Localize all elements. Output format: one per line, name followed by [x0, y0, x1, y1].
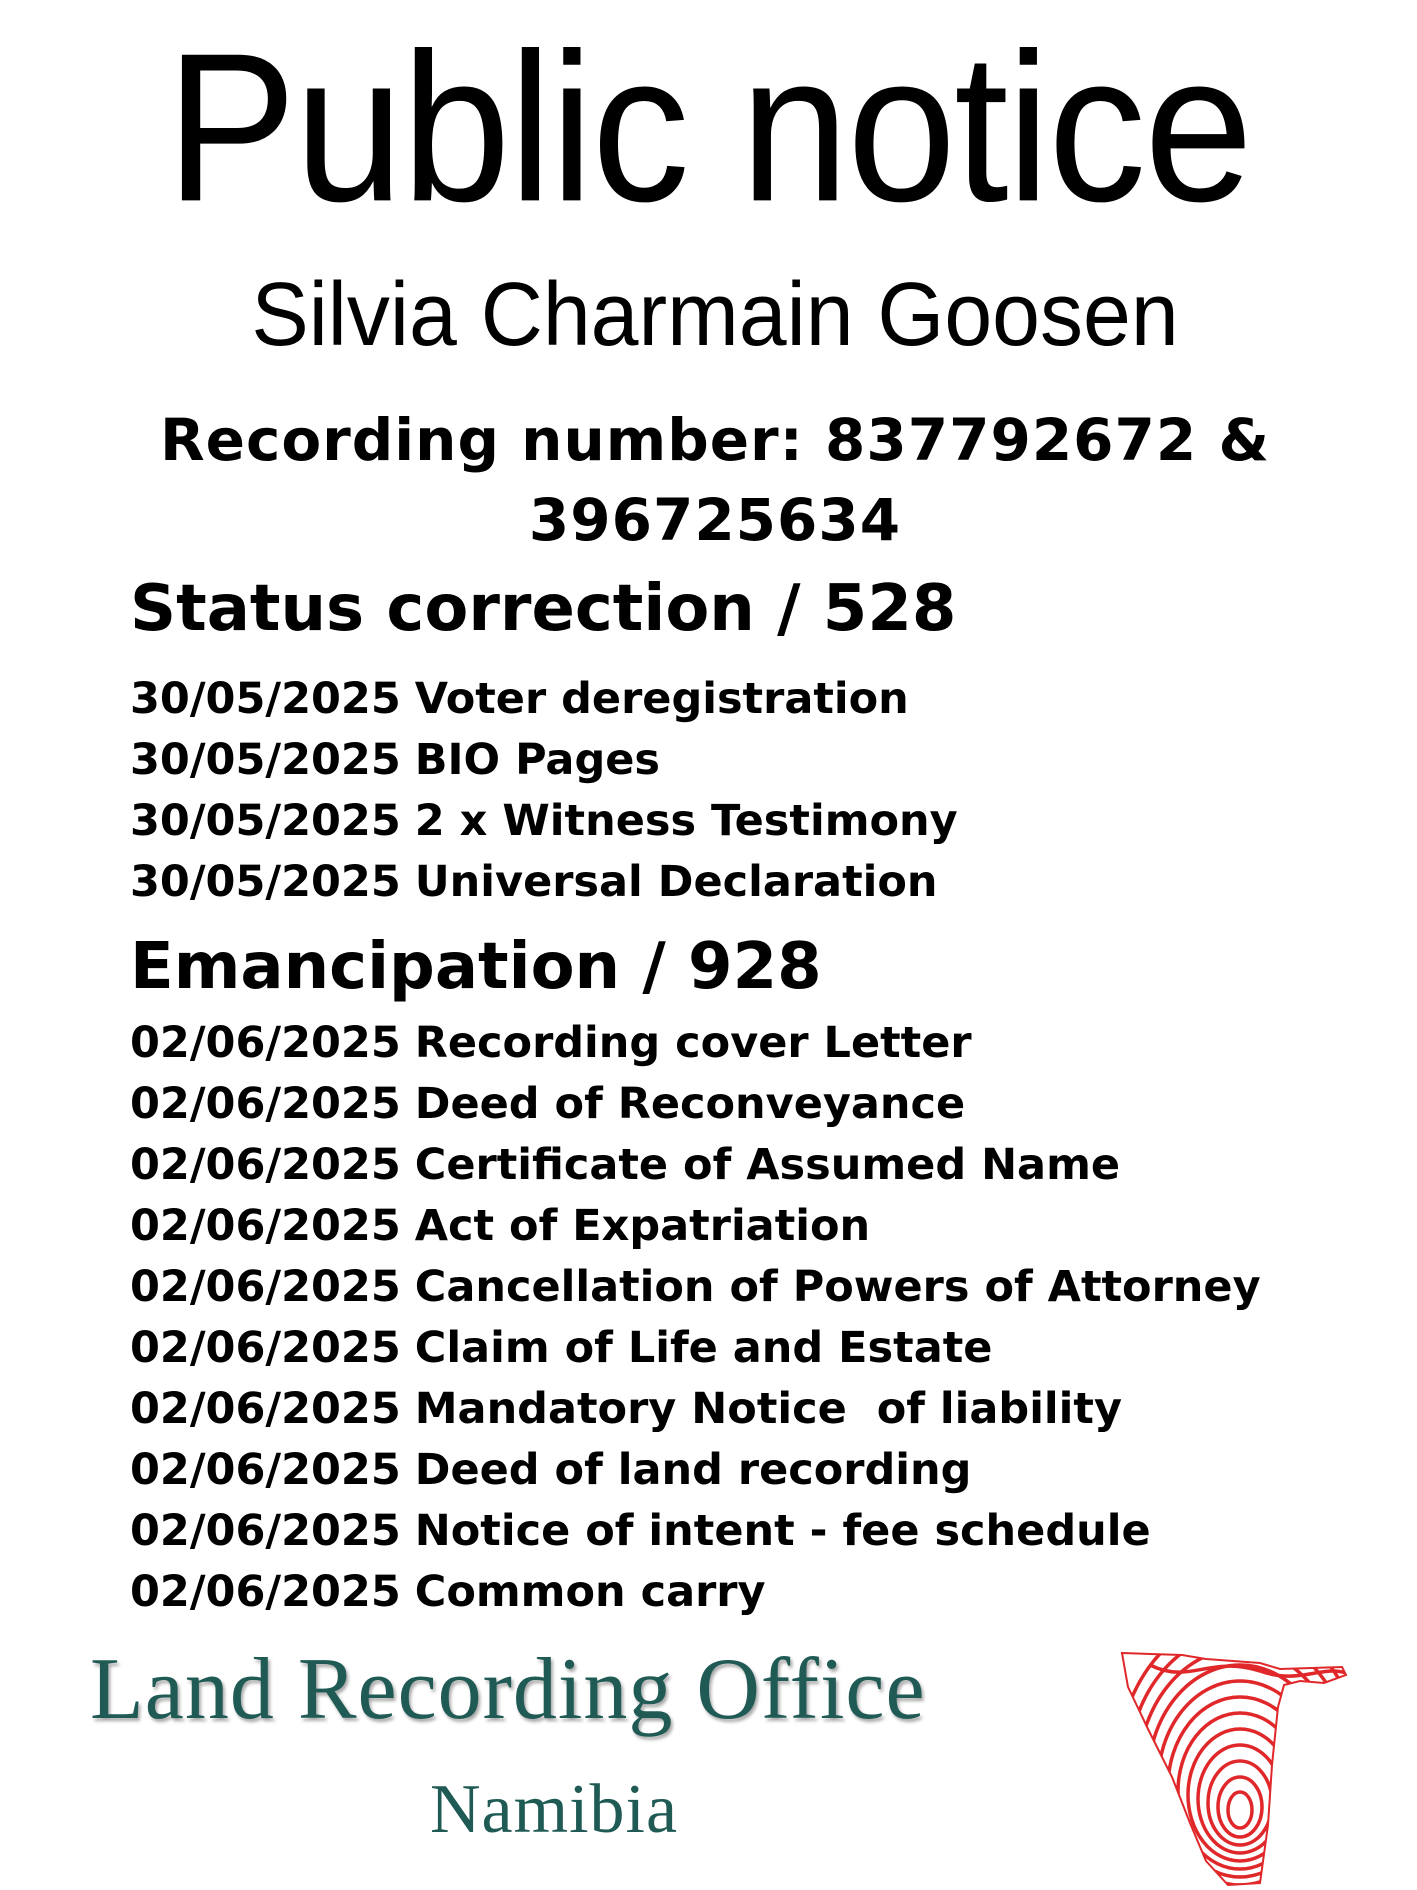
namibia-fingerprint-map-icon — [1110, 1645, 1350, 1890]
entry-date: 02/06/2025 — [130, 1567, 401, 1617]
entry-text: 2 x Witness Testimony — [414, 796, 958, 846]
entry-text: BIO Pages — [414, 735, 660, 785]
entry-date: 02/06/2025 — [130, 1140, 401, 1190]
list-item — [130, 1562, 1261, 1623]
entry-text: Notice of intent - fee schedule — [414, 1506, 1151, 1556]
section-heading-emancipation: Emancipation / 928 — [130, 930, 822, 1004]
list-item — [130, 1196, 1261, 1257]
office-country: Namibia — [430, 1771, 679, 1848]
entry-date: 02/06/2025 — [130, 1323, 401, 1373]
list-item — [130, 1257, 1261, 1318]
office-name: Land Recording Office — [90, 1641, 926, 1738]
entry-text: Act of Expatriation — [414, 1201, 871, 1251]
list-item — [130, 1135, 1261, 1196]
entry-date: 02/06/2025 — [130, 1201, 401, 1251]
entry-date: 02/06/2025 — [130, 1079, 401, 1129]
recording-number — [150, 400, 1280, 560]
entry-text: Universal Declaration — [414, 857, 938, 907]
entry-date: 02/06/2025 — [130, 1506, 401, 1556]
entry-date: 30/05/2025 — [130, 796, 401, 846]
entry-text: Claim of Life and Estate — [414, 1323, 993, 1373]
entry-text: Certificate of Assumed Name — [414, 1140, 1121, 1190]
entry-date: 02/06/2025 — [130, 1262, 401, 1312]
entry-date: 30/05/2025 — [130, 857, 401, 907]
list-item — [130, 1501, 1261, 1562]
entry-text: Deed of land recording — [414, 1445, 972, 1495]
list-item — [130, 1440, 1261, 1501]
list-item — [130, 1013, 1261, 1074]
list-item — [130, 730, 958, 791]
list-item — [130, 1074, 1261, 1135]
list-item — [130, 1318, 1261, 1379]
entry-date: 02/06/2025 — [130, 1445, 401, 1495]
entry-text: Cancellation of Powers of Attorney — [414, 1262, 1261, 1312]
entry-text: Common carry — [414, 1567, 766, 1617]
entry-date: 30/05/2025 — [130, 674, 401, 724]
section-heading-status-correction: Status correction / 528 — [130, 572, 957, 646]
person-name: Silvia Charmain Goosen — [251, 264, 1179, 365]
entry-text: Mandatory Notice of liability — [414, 1384, 1122, 1434]
list-item — [130, 852, 958, 913]
list-item — [130, 791, 958, 852]
entry-date: 02/06/2025 — [130, 1384, 401, 1434]
list-item — [130, 1379, 1261, 1440]
recording-number-line-1: Recording number: 837792672 & — [159, 406, 1271, 474]
page-title: Public notice — [165, 9, 1252, 246]
entry-date: 30/05/2025 — [130, 735, 401, 785]
recording-number-line-2: 396725634 — [528, 486, 902, 554]
list-item — [130, 669, 958, 730]
entry-text: Recording cover Letter — [414, 1018, 972, 1068]
entry-text: Deed of Reconveyance — [414, 1079, 966, 1129]
entry-text: Voter deregistration — [414, 674, 909, 724]
status-correction-list — [130, 669, 958, 913]
entry-date: 02/06/2025 — [130, 1018, 401, 1068]
emancipation-list — [130, 1013, 1261, 1623]
